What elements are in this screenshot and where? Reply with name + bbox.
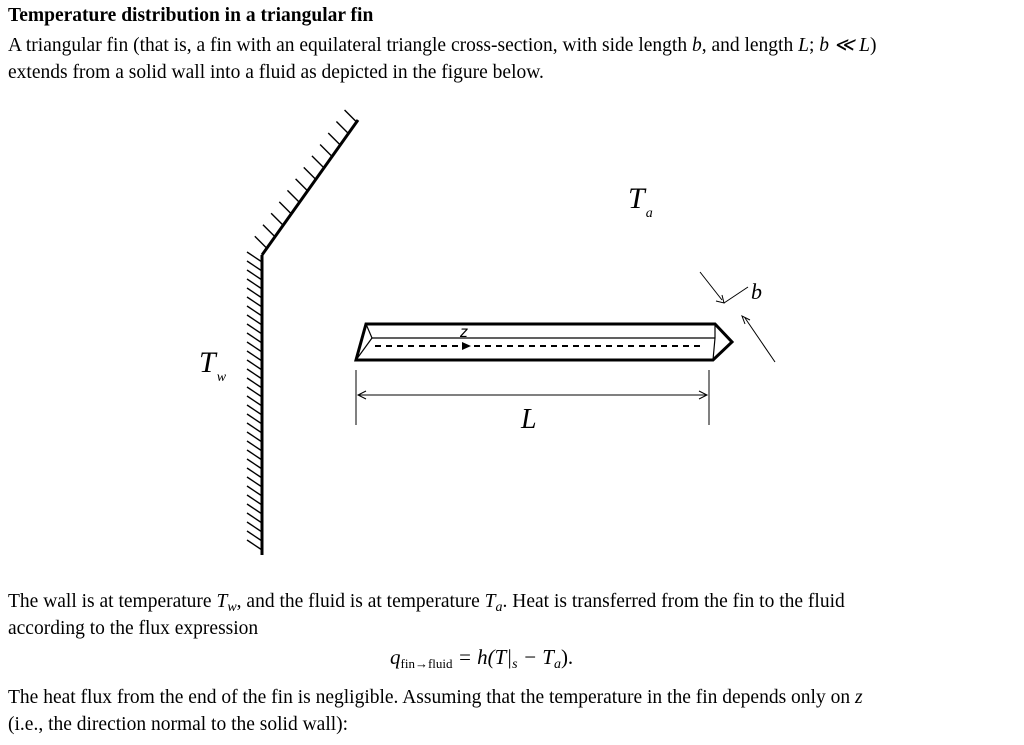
section-title: Temperature distribution in a triangular fin bbox=[8, 5, 374, 26]
z-label: z bbox=[460, 324, 468, 341]
fin-figure bbox=[0, 95, 1024, 565]
fin-body bbox=[356, 324, 732, 360]
flux-equation: $q_{fin\to fluid} = h(T|s - Ta)$. bbox=[390, 645, 574, 672]
tw-label: $T_w$ bbox=[199, 346, 227, 385]
solid-wall bbox=[247, 110, 358, 555]
ta-label: $T_a$ bbox=[628, 182, 653, 221]
side-dimension bbox=[700, 272, 775, 362]
intro-line-1: A triangular fin (that is, a fin with an equilateral triangle cross-section, with side length b, and length L; b ≪ L) bbox=[8, 35, 877, 56]
b-label: b bbox=[751, 279, 762, 304]
para3-line-2: (i.e., the direction normal to the solid wall): bbox=[8, 714, 349, 735]
para2-line-2: according to the flux expression bbox=[8, 618, 259, 639]
intro-line-2: extends from a solid wall into a fluid as depicted in the figure below. bbox=[8, 62, 544, 83]
para3-line-1: The heat flux from the end of the fin is negligible. Assuming that the temperature in the fin depends only on z bbox=[8, 687, 863, 708]
para2-line-1: The wall is at temperature $T_w$, and the fluid is at temperature $T_a$. Heat is transferred from the fin to the fluid bbox=[8, 591, 845, 615]
l-label: L bbox=[521, 404, 537, 435]
